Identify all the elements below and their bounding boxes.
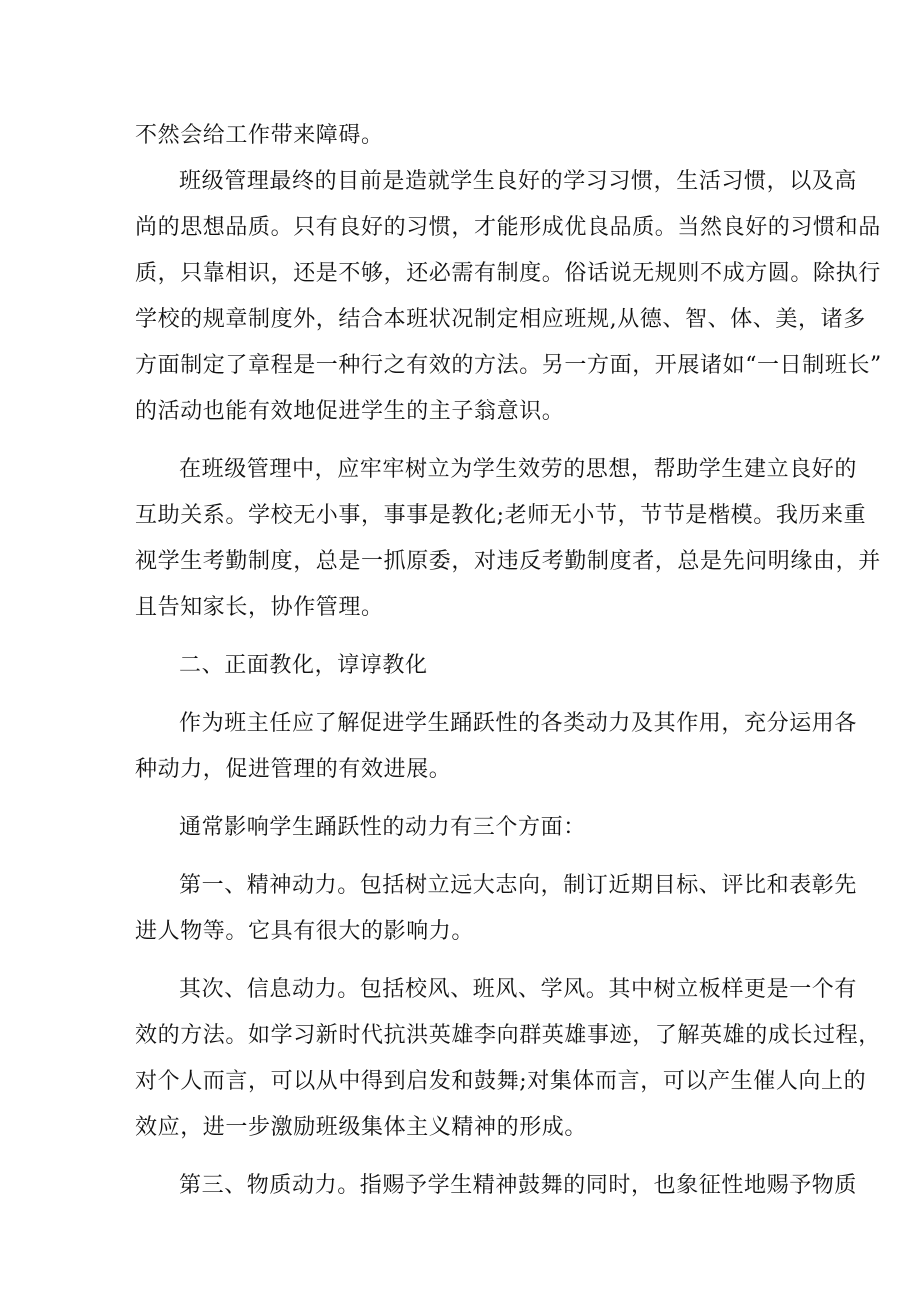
text-line: 质，只靠相识，还是不够，还必需有制度。俗话说无规则不成方圆。除执行 xyxy=(135,261,881,286)
text-line: 进人物等。它具有很大的影响力。 xyxy=(135,919,475,944)
section-heading: 二、正面教化，谆谆教化 xyxy=(179,653,428,678)
text-line: 且告知家长，协作管理。 xyxy=(135,595,384,620)
paragraph-first-line: 作为班主任应了解促进学生踊跃性的各类动力及其作用，充分运用各 xyxy=(179,711,858,736)
text-line: 方面制定了章程是一种行之有效的方法。另一方面，开展诸如“一日制班长” xyxy=(135,353,882,378)
paragraph-first-line: 通常影响学生踊跃性的动力有三个方面： xyxy=(179,815,586,840)
text-line: 学校的规章制度外，结合本班状况制定相应班规,从德、智、体、美，诸多 xyxy=(135,307,866,332)
text-line: 视学生考勤制度，总是一抓原委，对违反考勤制度者，总是先问明缘由，并 xyxy=(135,549,881,574)
paragraph-first-line: 班级管理最终的目前是造就学生良好的学习习惯，生活习惯，以及高 xyxy=(179,169,858,194)
paragraph-first-line: 在班级管理中，应牢牢树立为学生效劳的思想，帮助学生建立良好的 xyxy=(179,457,858,482)
text-line: 效应，进一步激励班级集体主义精神的形成。 xyxy=(135,1115,588,1140)
paragraph-first-line: 其次、信息动力。包括校风、班风、学风。其中树立板样更是一个有 xyxy=(179,977,858,1002)
text-line: 尚的思想品质。只有良好的习惯，才能形成优良品质。当然良好的习惯和品 xyxy=(135,215,881,240)
paragraph-first-line: 第一、精神动力。包括树立远大志向，制订近期目标、评比和表彰先 xyxy=(179,873,858,898)
text-line: 种动力，促进管理的有效进展。 xyxy=(135,757,452,782)
text-line: 效的方法。如学习新时代抗洪英雄李向群英雄事迹，了解英雄的成长过程， xyxy=(135,1023,881,1048)
text-line: 的活动也能有效地促进学生的主子翁意识。 xyxy=(135,399,565,424)
text-line: 不然会给工作带来障碍。 xyxy=(135,123,384,148)
text-line: 互助关系。学校无小事，事事是教化;老师无小节，节节是楷模。我历来重 xyxy=(135,503,867,528)
text-line: 对个人而言，可以从中得到启发和鼓舞;对集体而言，可以产生催人向上的 xyxy=(135,1069,867,1094)
paragraph-first-line: 第三、物质动力。指赐予学生精神鼓舞的同时，也象征性地赐予物质 xyxy=(179,1173,858,1198)
